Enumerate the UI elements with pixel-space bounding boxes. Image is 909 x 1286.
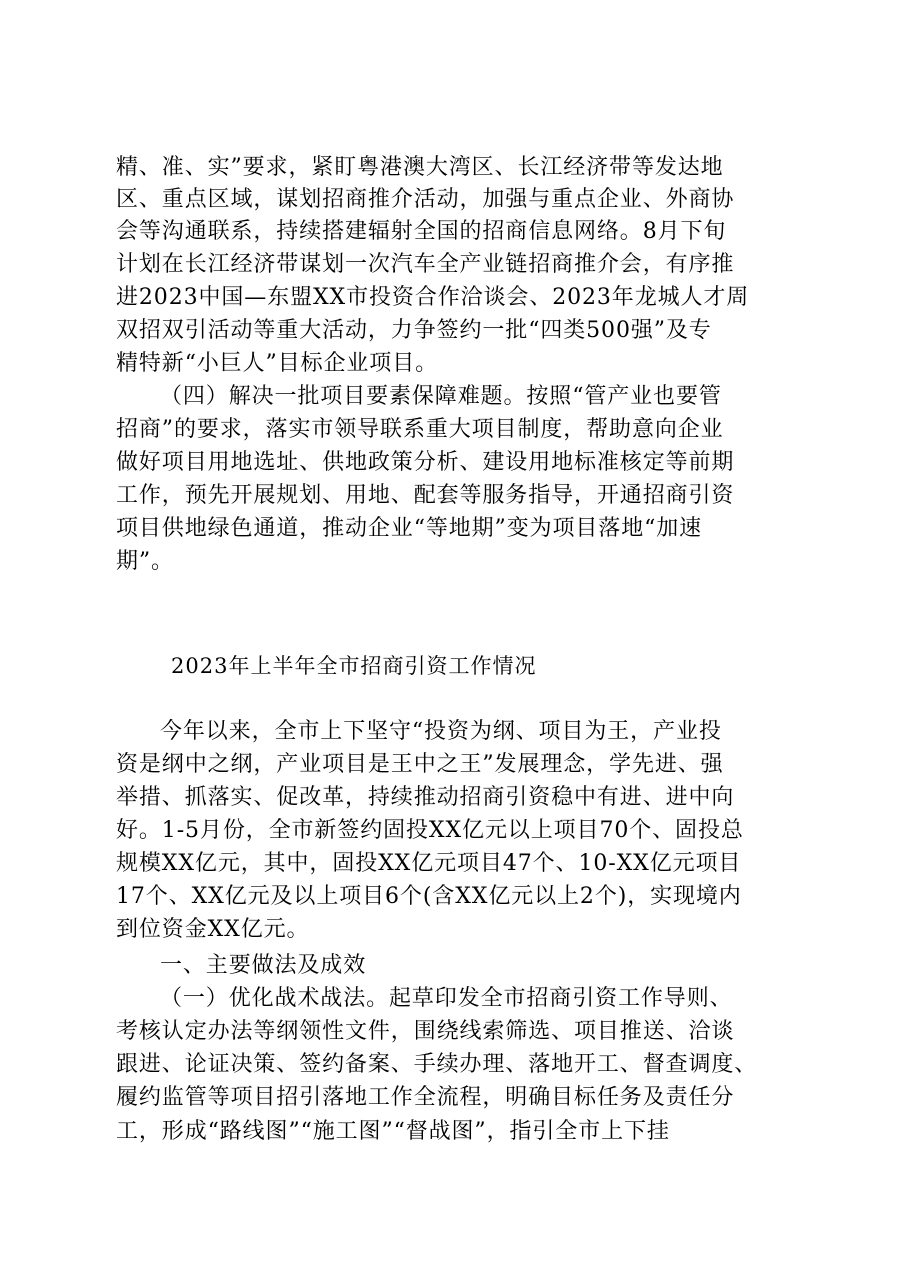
paragraph-line: 资是纲中之纲，产业项目是王中之王”发展理念，学先进、强 xyxy=(116,752,724,777)
paragraph-line: 招商”的要求，落实市领导联系重大项目制度，帮助意向企业 xyxy=(116,417,724,442)
paragraph-line: 精、准、实”要求，紧盯粤港澳大湾区、长江经济带等发达地 xyxy=(116,155,724,180)
paragraph-line: 今年以来，全市上下坚守“投资为纲、项目为王，产业投 xyxy=(160,719,722,744)
paragraph-line: 进2023中国—东盟XX市投资合作洽谈会、2023年龙城人才周 xyxy=(116,285,750,310)
paragraph-line: 期”。 xyxy=(116,549,174,574)
section-heading: 一、主要做法及成效 xyxy=(160,953,367,978)
paragraph-line: 计划在长江经济带谋划一次汽车全产业链招商推介会，有序推 xyxy=(116,252,735,277)
paragraph-line: 规模XX亿元，其中，固投XX亿元项目47个、10-XX亿元项目 xyxy=(116,851,742,876)
paragraph-line: 精特新“小巨人”目标企业项目。 xyxy=(116,351,438,376)
paragraph-line: 17个、XX亿元及以上项目6个(含XX亿元以上2个)，实现境内 xyxy=(116,884,742,909)
paragraph-line: 工，形成“路线图”“施工图”“督战图”，指引全市上下挂 xyxy=(116,1119,670,1144)
paragraph-line: 会等沟通联系，持续搭建辐射全国的招商信息网络。8月下旬 xyxy=(116,219,727,244)
document-title: 2023年上半年全市招商引资工作情况 xyxy=(171,654,537,678)
paragraph-line: 双招双引活动等重大活动，力争签约一批“四类500强”及专 xyxy=(116,318,712,343)
paragraph-line: 跟进、论证决策、签约备案、手续办理、落地开工、督查调度、 xyxy=(116,1052,758,1077)
paragraph-line: 履约监管等项目招引落地工作全流程，明确目标任务及责任分 xyxy=(116,1085,735,1110)
paragraph-line: 项目供地绿色通道，推动企业“等地期”变为项目落地“加速 xyxy=(116,516,703,541)
paragraph-line: 做好项目用地选址、供地政策分析、建设用地标准核定等前期 xyxy=(116,450,735,475)
paragraph-line: 考核认定办法等纲领性文件，围绕线索筛选、项目推送、洽谈 xyxy=(116,1019,735,1044)
paragraph-line: 好。1-5月份，全市新签约固投XX亿元以上项目70个、固投总 xyxy=(116,818,744,843)
paragraph-line: 到位资金XX亿元。 xyxy=(116,917,310,942)
paragraph-line: （一）优化战术战法。起草印发全市招商引资工作导则、 xyxy=(160,986,733,1011)
paragraph-line: 工作，预先开展规划、用地、配套等服务指导，开通招商引资 xyxy=(116,483,735,508)
paragraph-line: （四）解决一批项目要素保障难题。按照“管产业也要管 xyxy=(160,384,722,409)
paragraph-line: 举措、抓落实、促改革，持续推动招商引资稳中有进、进中向 xyxy=(116,785,735,810)
paragraph-line: 区、重点区域，谋划招商推介活动，加强与重点企业、外商协 xyxy=(116,187,735,212)
